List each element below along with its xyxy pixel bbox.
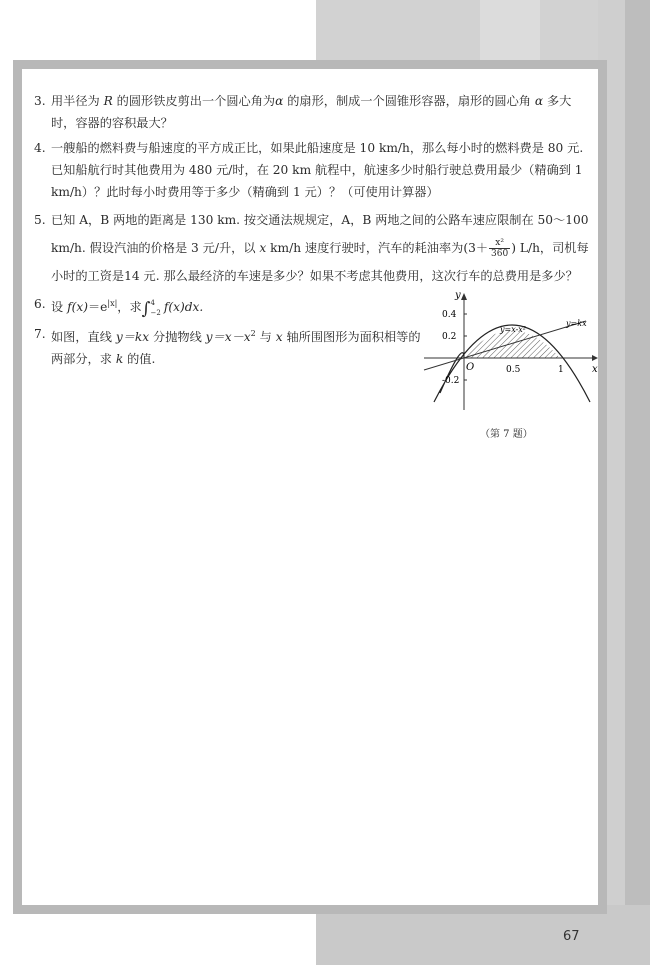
variable-x: x (275, 330, 283, 345)
parabola-equation: y＝x－x (205, 330, 251, 345)
x-axis-label: x (592, 364, 598, 375)
fraction (489, 238, 510, 259)
y-axis-arrow (461, 293, 467, 300)
x-tick-label: 1 (558, 365, 564, 375)
variable-R: R (103, 94, 113, 108)
question-text: 分抛物线 (149, 330, 206, 345)
variable-alpha: α (534, 94, 544, 108)
x-axis-arrow (592, 355, 598, 361)
lower-limit: −2 (150, 308, 161, 317)
line-label: y=kx (566, 319, 587, 328)
y-tick-label: -0.2 (442, 376, 460, 386)
question-text: 一艘船的燃料费与船速度的平方成正比，如果此船速度是 10 km/h，那么每小时的燃料费是 80 元. 已知船航行时其他费用为 480 元/时，在 20 km 航程中，航速多少时船行驶总费用最少（精确到 1 km/h）？此时每小时费用等于多少（精确到 1 元）？（可使用计算器） (51, 141, 584, 199)
question-text: ＝e (87, 300, 108, 315)
x-tick-label: 0.5 (506, 365, 521, 375)
question-text: 多大时，容器的容积最大？ (51, 94, 572, 130)
variable-alpha: α (275, 94, 284, 108)
question-number: 6. (34, 297, 46, 311)
y-tick-label: 0.2 (442, 332, 457, 342)
fraction-numerator: x² (489, 238, 510, 249)
question-text: 的扇形，制成一个圆锥形容器，扇形的圆心角 (283, 94, 535, 108)
fraction-denominator: 360 (491, 249, 509, 259)
page-number: 67 (563, 929, 580, 944)
question-text: 设 (51, 300, 68, 315)
y-axis-label: y (455, 290, 461, 301)
question-number: 7. (34, 327, 46, 342)
exponent: |x| (107, 299, 118, 308)
variable-k: k (115, 352, 124, 367)
parabola-figure (420, 290, 600, 415)
page-background-bottom (316, 905, 650, 965)
integral-limits (151, 298, 161, 318)
question-text: 用半径为 (51, 94, 104, 108)
exponent: 2 (250, 329, 256, 339)
curve-label: y=x-x² (500, 325, 527, 334)
question-number: 5. (34, 213, 46, 227)
question-text: 轴所围图形为面积相等的两部分，求 (51, 330, 421, 367)
integral-sign: ∫ (141, 299, 151, 320)
question-text: 如图，直线 (51, 330, 116, 345)
question-number: 4. (34, 141, 46, 155)
question-4 (34, 137, 594, 203)
y-tick-label: 0.4 (442, 310, 457, 320)
question-5 (34, 206, 594, 290)
question-text: ，求 (117, 300, 142, 315)
question-text: 与 (255, 330, 276, 345)
integrand: f(x)dx. (163, 300, 204, 315)
question-number: 3. (34, 94, 46, 108)
question-7 (34, 323, 423, 370)
question-text: 已知 A，B 两地的距离是 130 km. 按交通法规规定，A，B 两地之间的公路车速应限制在 50～100 km/h. 假设汽油的价格是 3 元/升，以 (51, 213, 589, 255)
question-text: km/h 速度行驶时，汽车的耗油率为(3＋ (266, 241, 489, 255)
figure-caption: （第 7 题） (480, 429, 533, 440)
question-text: ) L/h，司机每小时的工资是14 元. 那么最经济的车速是多少？如果不考虑其他费用，这次行车的总费用是多少？ (51, 241, 589, 283)
question-text: 的值. (123, 352, 156, 367)
function-f: f(x) (67, 300, 88, 315)
upper-limit: 4 (150, 298, 155, 307)
origin-label: O (466, 362, 475, 373)
page-background-right-strip (625, 0, 650, 965)
question-3 (34, 90, 594, 134)
line-equation: y＝kx (115, 330, 150, 345)
question-text: 的圆形铁皮剪出一个圆心角为 (112, 94, 276, 108)
variable-x: x (259, 241, 267, 255)
